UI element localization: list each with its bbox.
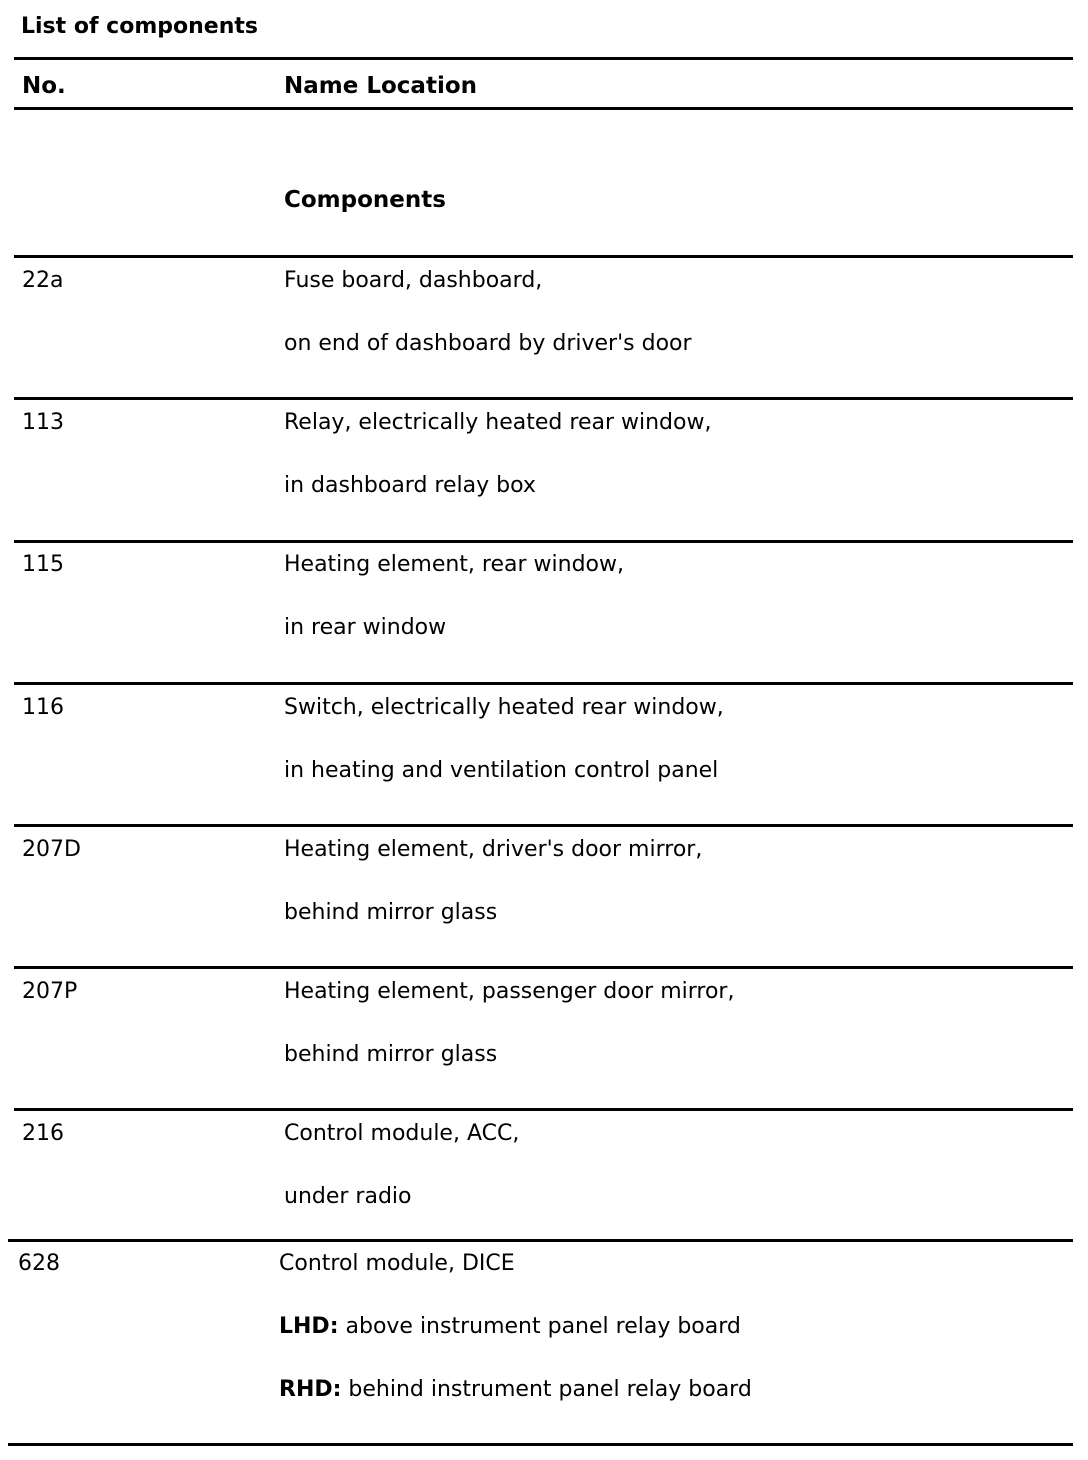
component-name: Heating element, rear window, [284,552,624,577]
component-number: 207P [22,979,78,1004]
component-location-lhd [279,1314,741,1339]
row-rule [14,397,1073,400]
lhd-label: LHD: [279,1314,339,1339]
page-title: List of components [21,14,258,39]
row-rule [14,540,1073,543]
component-location: in rear window [284,615,447,640]
component-name: Switch, electrically heated rear window, [284,695,724,720]
component-number: 115 [22,552,64,577]
row-rule [14,682,1073,685]
component-number: 116 [22,695,64,720]
component-name: Control module, DICE [279,1251,515,1276]
column-header-name-location: Name Location [284,73,478,99]
component-location: in heating and ventilation control panel [284,758,719,783]
component-name: Fuse board, dashboard, [284,268,543,293]
component-number: 113 [22,410,64,435]
component-location: under radio [284,1184,412,1209]
lhd-text: above instrument panel relay board [338,1314,741,1339]
component-location-rhd [279,1377,752,1402]
column-header-no: No. [22,73,66,99]
row-rule [14,966,1073,969]
table-top-rule [14,57,1073,60]
component-location: on end of dashboard by driver's door [284,331,692,356]
row-rule [14,1108,1073,1111]
row-rule [14,255,1073,258]
component-number: 207D [22,837,81,862]
header-rule [14,107,1073,110]
component-name: Heating element, passenger door mirror, [284,979,735,1004]
rhd-label: RHD: [279,1377,342,1402]
component-number: 216 [22,1121,64,1146]
row-rule [8,1239,1073,1242]
table-bottom-rule [8,1443,1073,1446]
component-location: in dashboard relay box [284,473,536,498]
component-name: Relay, electrically heated rear window, [284,410,712,435]
row-rule [14,824,1073,827]
component-number: 628 [18,1251,60,1276]
rhd-text: behind instrument panel relay board [341,1377,752,1402]
component-number: 22a [22,268,64,293]
component-location: behind mirror glass [284,900,498,925]
component-location: behind mirror glass [284,1042,498,1067]
component-name: Heating element, driver's door mirror, [284,837,703,862]
component-name: Control module, ACC, [284,1121,520,1146]
section-heading: Components [284,187,446,213]
